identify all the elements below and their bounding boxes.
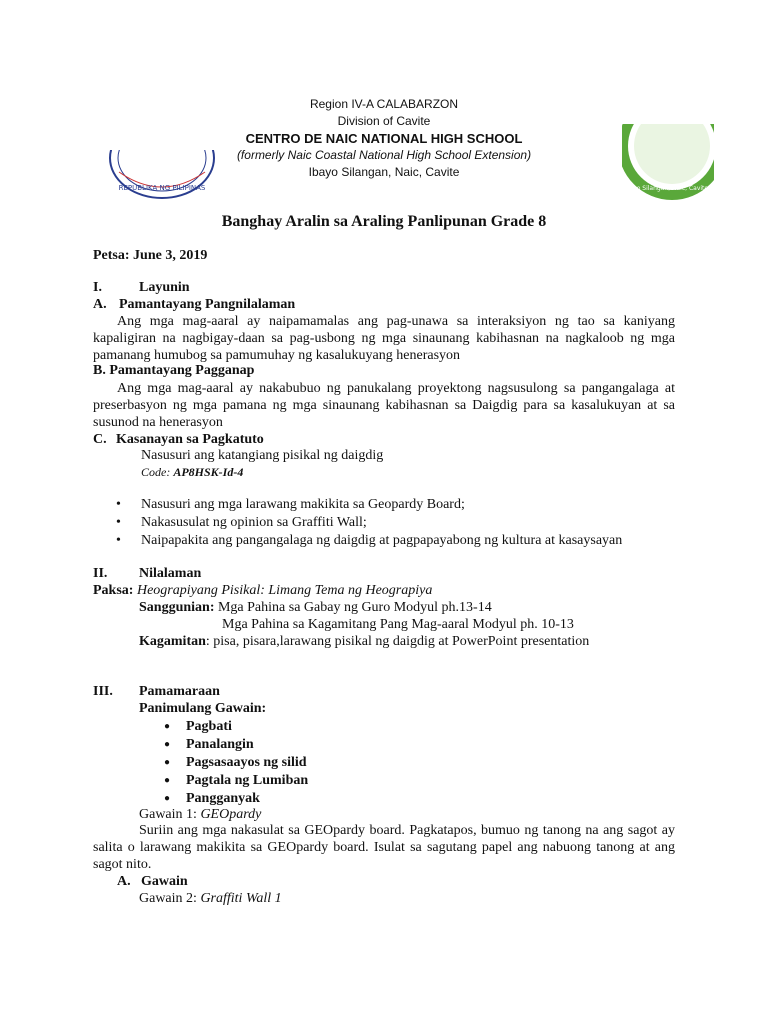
document-title: Banghay Aralin sa Araling Panlipunan Grade 8 (221, 213, 547, 230)
objective-bullet: • Naipapakita ang pangangalaga ng daigdig at pagpapayabong ng kultura at kasaysayan (141, 532, 622, 549)
section2-title: Nilalaman (139, 566, 202, 581)
section1c-title: Kasanayan sa Pagkatuto (116, 432, 264, 447)
address-line: Ibayo Silangan, Naic, Cavite (308, 165, 460, 179)
activity-item: ● Pangganyak (186, 790, 260, 807)
section1a-title: Pamantayang Pangnilalaman (119, 297, 296, 312)
paksa-value: Heograpiyang Pisikal: Limang Tema ng Heograpiya (136, 583, 433, 598)
date-value: June 3, 2019 (133, 248, 208, 263)
objective-bullet: • Nakasusulat ng opinion sa Graffiti Wall; (141, 514, 367, 531)
activity-item: ● Panalangin (186, 736, 254, 753)
section2-number: II. (93, 566, 108, 581)
code-line (141, 464, 243, 481)
section3a-title: Gawain (141, 874, 188, 889)
section1b-title: B. Pamantayang Pagganap (93, 363, 255, 378)
objective-bullet: • Nasusuri ang mga larawang makikita sa Geopardy Board; (141, 496, 465, 513)
code-label: Code: (141, 465, 171, 479)
date-label: Petsa: (93, 248, 130, 263)
sanggunian-first: Mga Pahina sa Gabay ng Guro Modyul ph.13-14 (217, 600, 492, 615)
sanggunian-second: Mga Pahina sa Kagamitang Pang Mag-aaral Modyul ph. 10-13 (222, 617, 574, 632)
region-line: Region IV-A CALABARZON (309, 97, 459, 111)
kagamitan-line (139, 633, 589, 650)
svg-text:REPUBLIKA NG PILIPINAS: REPUBLIKA NG PILIPINAS (118, 184, 206, 192)
panimula-title: Panimulang Gawain: (139, 701, 267, 716)
gawain1-label: Gawain 1: (139, 807, 201, 822)
date-line (93, 247, 207, 264)
svg-text:Ibayo Silangan, Naic, Cavite: Ibayo Silangan, Naic, Cavite (623, 185, 709, 192)
gawain2-line (139, 890, 282, 907)
section3-title: Pamamaraan (139, 684, 220, 699)
section3a-letter: A. (117, 874, 131, 889)
gawain1-line (139, 806, 261, 823)
gawain1-title: GEOpardy (200, 807, 262, 822)
section1b-text: Ang mga mag-aaral ay nakabubuo ng panukalang proyektong nagsusulong sa pangangalaga at preserbasyon ng mga pamana ng mga sinaunang kabihasnan sa Daigdig para sa kasalukuyan at sa susunod na henerasyon (93, 381, 675, 430)
section1a-text: Ang mga mag-aaral ay naipamamalas ang pag-unawa sa interaksiyon ng tao sa kaniyang kapaligiran na nagbigay-daan sa pag-usbong ng mga sinaunang kabihasnan na nagkaloob ng mga pamanang humubog sa pamumuhay ng kasalukuyang henerasyon (93, 314, 675, 363)
section1a-letter: A. (93, 297, 107, 312)
sanggunian-line (139, 599, 492, 616)
gawain2-label: Gawain 2: (139, 891, 201, 906)
activity-item: ● Pagbati (186, 718, 232, 735)
paksa-line (93, 582, 432, 599)
section1c-letter: C. (93, 432, 107, 447)
activity-item: ● Pagtala ng Lumiban (186, 772, 308, 789)
code-value: AP8HSK-Id-4 (173, 465, 244, 479)
section1-number: I. (93, 280, 102, 295)
kagamitan-value: : pisa, pisara,larawang pisikal ng daigdig at PowerPoint presentation (205, 634, 590, 649)
formerly-line: (formerly Naic Coastal National High School Extension) (236, 148, 532, 162)
kagamitan-label: Kagamitan (139, 634, 206, 649)
activity-item: ● Pagsasaayos ng silid (186, 754, 307, 771)
sanggunian-label: Sanggunian: (139, 600, 215, 615)
gawain2-title: Graffiti Wall 1 (200, 891, 282, 906)
section3-number: III. (93, 684, 113, 699)
gawain1-text: Suriin ang mga nakasulat sa GEOpardy board. Pagkatapos, bumuo ng tanong na ang sagot ay salita o larawang makikita sa GEOpardy board. Isulat sa sagutang papel ang nabuong tanong at ang sagot nito. (93, 823, 675, 872)
division-line: Division of Cavite (337, 114, 431, 128)
section1c-text: Nasusuri ang katangiang pisikal ng daigdig (141, 448, 384, 463)
paksa-label: Paksa: (93, 583, 134, 598)
section1-title: Layunin (139, 280, 190, 295)
school-name: CENTRO DE NAIC NATIONAL HIGH SCHOOL (245, 131, 523, 146)
